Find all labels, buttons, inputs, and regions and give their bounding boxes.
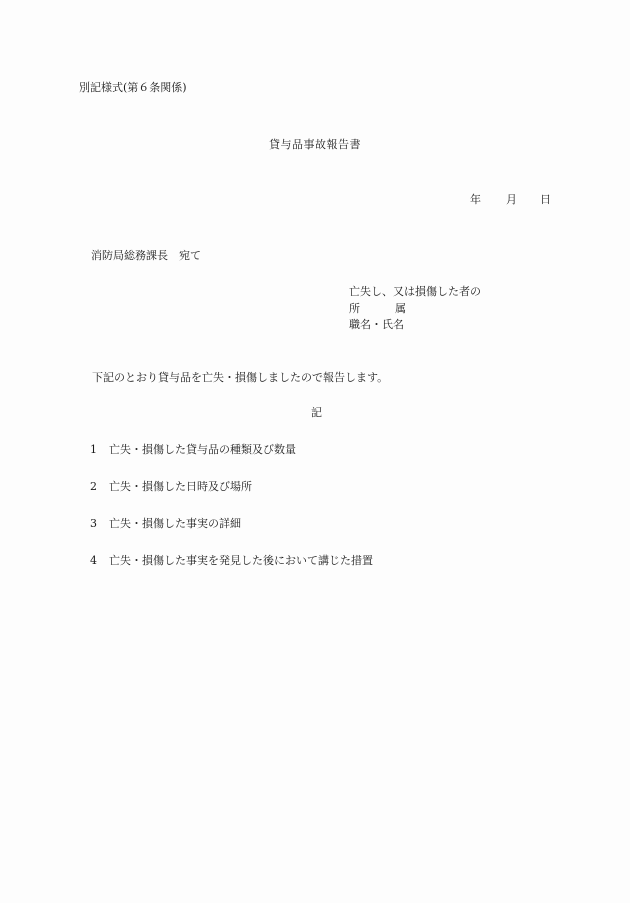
affiliation-label-part-1: 所 <box>349 302 360 315</box>
date-month-label: 月 <box>506 193 517 206</box>
ki-heading: 記 <box>311 406 322 419</box>
item-number: 3 <box>90 517 97 530</box>
name-label: 職名・氏名 <box>349 318 404 331</box>
item-text: 亡失・損傷した貸与品の種類及び数量 <box>109 443 296 456</box>
date-day-label: 日 <box>540 193 551 206</box>
list-item <box>90 518 241 529</box>
form-reference: 別記様式(第６条関係) <box>79 81 187 94</box>
list-item <box>90 555 373 566</box>
addressee: 消防局総務課長 宛て <box>91 249 201 262</box>
document-title: 貸与品事故報告書 <box>269 138 361 151</box>
item-number: 1 <box>90 443 97 456</box>
reporter-caption: 亡失し、又は損傷した者の <box>349 285 481 298</box>
list-item <box>90 481 252 492</box>
intro-text: 下記のとおり貸与品を亡失・損傷しましたので報告します。 <box>92 371 389 384</box>
item-text: 亡失・損傷した事実を発見した後において講じた措置 <box>109 554 373 567</box>
list-item <box>90 444 296 455</box>
item-text: 亡失・損傷した事実の詳細 <box>109 517 241 530</box>
date-year-label: 年 <box>470 193 481 206</box>
affiliation-label <box>349 303 406 314</box>
item-number: 2 <box>90 480 97 493</box>
affiliation-label-part-2: 属 <box>395 302 406 315</box>
item-text: 亡失・損傷した日時及び場所 <box>109 480 252 493</box>
item-number: 4 <box>90 554 97 567</box>
